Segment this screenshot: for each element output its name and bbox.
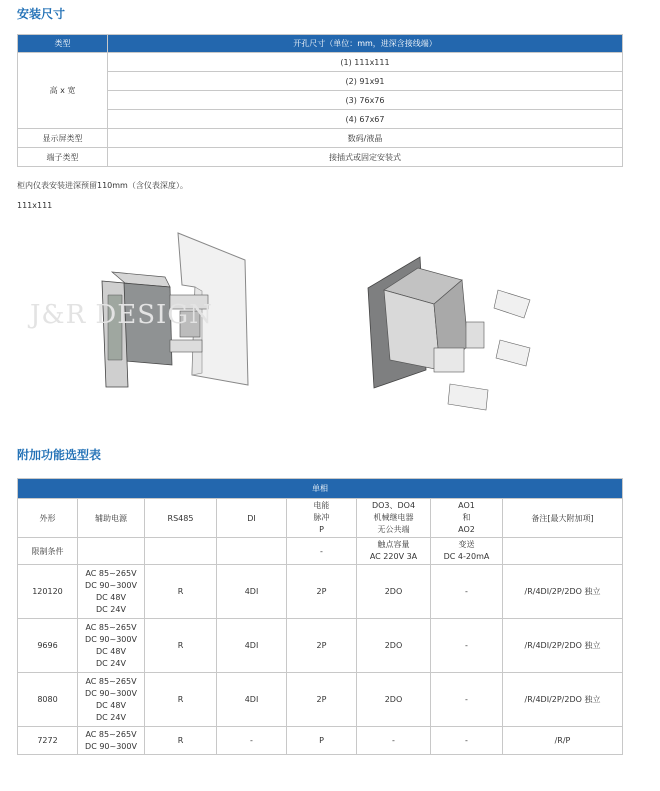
limits-pulse: - bbox=[287, 538, 357, 565]
display-label: 显示屏类型 bbox=[18, 129, 108, 148]
size-67: (4) 67x67 bbox=[108, 110, 623, 129]
size-111: (1) 111x111 bbox=[108, 53, 623, 72]
single-phase-header: 单相 bbox=[18, 479, 623, 499]
header-cutout: 开孔尺寸（单位：mm，进深含接线端） bbox=[108, 35, 623, 53]
col-power: 辅助电源 bbox=[78, 499, 145, 538]
col-remark: 备注[最大附加项] bbox=[503, 499, 623, 538]
figure-caption: 111x111 bbox=[17, 201, 53, 210]
terminal-value: 接插式或固定安装式 bbox=[108, 148, 623, 167]
size-76: (3) 76x76 bbox=[108, 91, 623, 110]
terminal-label: 端子类型 bbox=[18, 148, 108, 167]
col-di: DI bbox=[217, 499, 287, 538]
col-rs485: RS485 bbox=[145, 499, 217, 538]
watermark-logo: J&R DESIGN bbox=[30, 300, 213, 330]
display-value: 数码/液晶 bbox=[108, 129, 623, 148]
install-note: 柜内仪表安装进深预留110mm（含仪表深度）。 bbox=[17, 181, 188, 190]
col-pulse: 电能 脉冲 P bbox=[287, 499, 357, 538]
table-row: 7272 AC 85~265V DC 90~300V R - P - - /R/P bbox=[18, 727, 623, 755]
meter-rear-illustration bbox=[360, 252, 560, 417]
install-size-table bbox=[17, 34, 623, 167]
limits-do: 触点容量 AC 220V 3A bbox=[357, 538, 431, 565]
table-row: 9696 AC 85~265V DC 90~300V DC 48V DC 24V R 4DI 2P 2DO - /R/4DI/2P/2DO 独立 bbox=[18, 619, 623, 673]
option-table bbox=[17, 478, 623, 755]
header-type: 类型 bbox=[18, 35, 108, 53]
col-do: DO3、DO4 机械继电器 无公共端 bbox=[357, 499, 431, 538]
limits-label: 限制条件 bbox=[18, 538, 78, 565]
col-shape: 外形 bbox=[18, 499, 78, 538]
table-row: 120120 AC 85~265V DC 90~300V DC 48V DC 24V R 4DI 2P 2DO - /R/4DI/2P/2DO 独立 bbox=[18, 565, 623, 619]
section-title-install: 安装尺寸 bbox=[17, 7, 66, 21]
table-row: 8080 AC 85~265V DC 90~300V DC 48V DC 24V R 4DI 2P 2DO - /R/4DI/2P/2DO 独立 bbox=[18, 673, 623, 727]
col-ao: AO1 和 AO2 bbox=[431, 499, 503, 538]
size-row-label: 高 x 宽 bbox=[18, 53, 108, 129]
limits-ao: 变送 DC 4-20mA bbox=[431, 538, 503, 565]
size-91: (2) 91x91 bbox=[108, 72, 623, 91]
section-title-options: 附加功能选型表 bbox=[17, 448, 102, 462]
